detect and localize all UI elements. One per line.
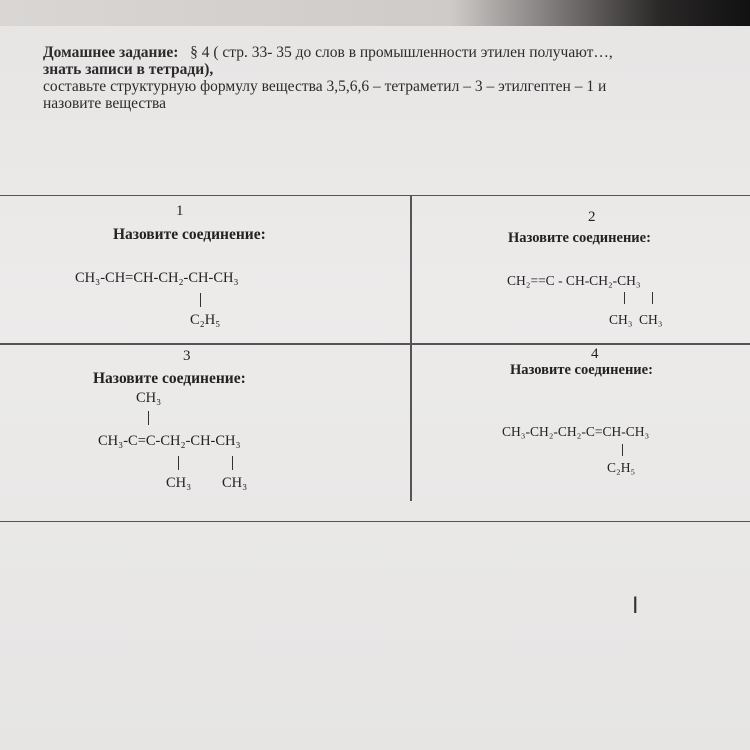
formula-main: CH₃-CH₂-CH₂-C=CH-CH₃	[502, 424, 650, 439]
bond-line	[148, 411, 149, 425]
formula-branch-b: CH₃	[639, 312, 663, 327]
bond-line	[624, 292, 625, 304]
formula-branch-b: CH₃	[222, 475, 248, 491]
homework-line-3: составьте структурную формулу вещества 3,5,6,6 – тетраметил – 3 – этилгептен – 1 и	[43, 78, 607, 95]
formula-branch-a: CH₃	[609, 312, 633, 327]
task-table	[0, 195, 750, 522]
bond-line	[232, 456, 233, 470]
cell-number: 4	[591, 346, 599, 362]
cell-label: Назовите соединение:	[510, 362, 653, 378]
cell-number: 1	[176, 203, 184, 219]
homework-line-2: знать записи в тетради),	[43, 61, 214, 78]
bond-line	[622, 444, 623, 456]
text-cursor-icon: I	[632, 594, 639, 619]
cell-number: 3	[183, 348, 191, 364]
cell-number: 2	[588, 209, 596, 225]
bond-line	[200, 293, 201, 307]
cell-label: Назовите соединение:	[93, 370, 246, 387]
formula-branch: C₂H₅	[607, 460, 636, 475]
homework-line-1	[43, 44, 743, 61]
table-vertical-divider	[410, 196, 412, 501]
formula-top-branch: CH₃	[136, 390, 162, 406]
homework-label: Домашнее задание:	[43, 44, 179, 61]
bond-line	[178, 456, 179, 470]
bond-line	[652, 292, 653, 304]
formula-main: CH₂==C - CH-CH₂-CH₃	[507, 273, 641, 288]
monitor-top-edge	[0, 0, 750, 26]
formula-branch: C₂H₅	[190, 312, 221, 328]
homework-line-4: назовите вещества	[43, 95, 167, 112]
table-horizontal-divider	[0, 343, 750, 345]
cell-label: Назовите соединение:	[113, 226, 266, 243]
formula-main: CH₃-C=C-CH₂-CH-CH₃	[98, 433, 241, 449]
formula-main: CH₃-CH=CH-CH₂-CH-CH₃	[75, 270, 239, 286]
homework-text	[43, 44, 743, 112]
cell-label: Назовите соединение:	[508, 230, 651, 246]
homework-line-1-text: § 4 ( стр. 33- 35 до слов в промышленности этилен получают…,	[190, 44, 613, 61]
formula-branch-a: CH₃	[166, 475, 192, 491]
